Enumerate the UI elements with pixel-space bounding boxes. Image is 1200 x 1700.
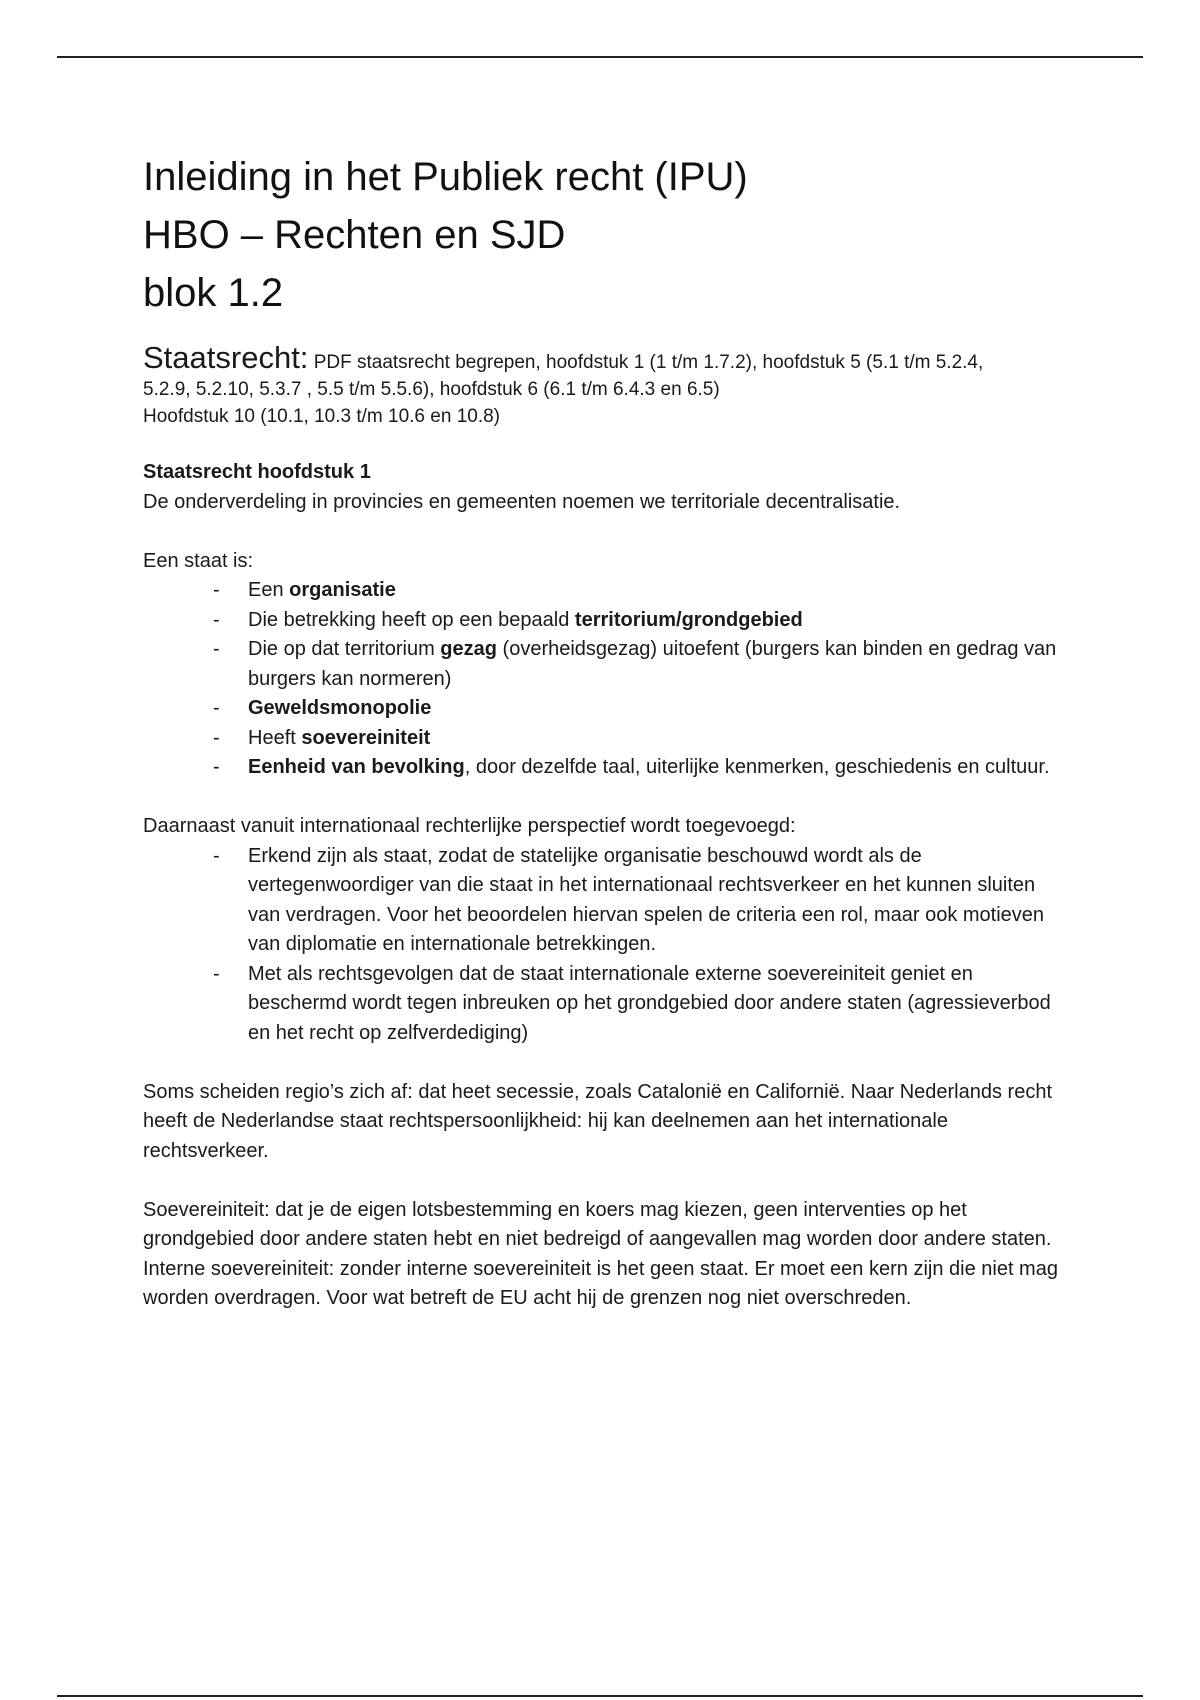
list-item: - Een organisatie	[248, 576, 1063, 606]
document-title	[143, 148, 1063, 322]
soevereiniteit-paragraph: Soevereiniteit: dat je de eigen lotsbestemming en koers mag kiezen, geen interventies op het grondgebied door andere staten hebt en niet bedreigd of aangevallen mag worden door andere staten.	[143, 1198, 1052, 1250]
staat-criteria-list	[143, 576, 1063, 783]
section-heading: Staatsrecht hoofdstuk 1	[143, 461, 371, 483]
dash-bullet: -	[213, 638, 220, 660]
list-item: - Eenheid van bevolking, door dezelfde taal, uiterlijke kenmerken, geschiedenis en cultuur.	[248, 753, 1063, 783]
secessie-paragraph: Soms scheiden regio’s zich af: dat heet secessie, zoals Catalonië en Californië. Naar Nederlands recht heeft de Nederlandse staat rechtspersoonlijkheid: hij kan deelnemen aan het internationale rechtsverkeer.	[143, 1080, 1053, 1162]
list-item: - Die betrekking heeft op een bepaald territorium/grondgebied	[248, 606, 1063, 636]
staatsrecht-scope	[143, 340, 1063, 430]
staatsrecht-label: Staatsrecht:	[143, 340, 309, 375]
list-item: - Erkend zijn als staat, zodat de statelijke organisatie beschouwd wordt als de vertegenwoordiger van die staat in het internationaal rechtsverkeer en het kunnen sluiten van verdragen. Voor het beoordelen hiervan spelen de criteria een rol, maar ook motieven van diplomatie en internationale betrekkingen.	[248, 842, 1063, 960]
dash-bullet: -	[213, 962, 220, 985]
bottom-rule	[57, 1695, 1143, 1697]
top-rule	[57, 56, 1143, 58]
list-item: - Heeft soevereiniteit	[248, 724, 1063, 754]
intl-criteria-list	[143, 842, 1063, 1049]
dash-bullet: -	[213, 697, 220, 719]
title-line-1: Inleiding in het Publiek recht (IPU)	[143, 155, 748, 199]
staatsrecht-line-1: PDF staatsrecht begrepen, hoofdstuk 1 (1 t/m 1.7.2), hoofdstuk 5 (5.1 t/m 5.2.4,	[308, 352, 984, 373]
list-item: - Met als rechtsgevolgen dat de staat internationale externe soevereiniteit geniet en beschermd wordt tegen inbreuken op het grondgebied door andere staten (agressieverbod en het recht op zelfverdediging)	[248, 960, 1063, 1049]
list-item: - Geweldsmonopolie	[248, 694, 1063, 724]
dash-bullet: -	[213, 756, 220, 778]
staatsrecht-line-2: 5.2.9, 5.2.10, 5.3.7 , 5.5 t/m 5.5.6), hoofdstuk 6 (6.1 t/m 6.4.3 en 6.5)	[143, 379, 720, 400]
dash-bullet: -	[213, 579, 220, 601]
staat-intro: Een staat is:	[143, 549, 254, 572]
list-item: - Die op dat territorium gezag (overheidsgezag) uitoefent (burgers kan binden en gedrag van burgers kan normeren)	[248, 635, 1063, 694]
interne-soevereiniteit-paragraph: Interne soevereiniteit: zonder interne soevereiniteit is het geen staat. Er moet een kern zijn die niet mag worden overdragen. Voor wat betreft de EU acht hij de grenzen nog niet overschreden.	[143, 1257, 1058, 1309]
staatsrecht-line-3: Hoofdstuk 10 (10.1, 10.3 t/m 10.6 en 10.8)	[143, 406, 501, 427]
dash-bullet: -	[213, 608, 220, 631]
document-content	[143, 148, 1063, 1314]
title-line-2: HBO – Rechten en SJD	[143, 213, 566, 257]
intl-intro: Daarnaast vanuit internationaal rechterlijke perspectief wordt toegevoegd:	[143, 815, 796, 837]
intro-paragraph: De onderverdeling in provincies en gemeenten noemen we territoriale decentralisatie.	[143, 490, 901, 513]
dash-bullet: -	[213, 844, 220, 867]
dash-bullet: -	[213, 726, 220, 749]
title-line-3: blok 1.2	[143, 271, 284, 315]
